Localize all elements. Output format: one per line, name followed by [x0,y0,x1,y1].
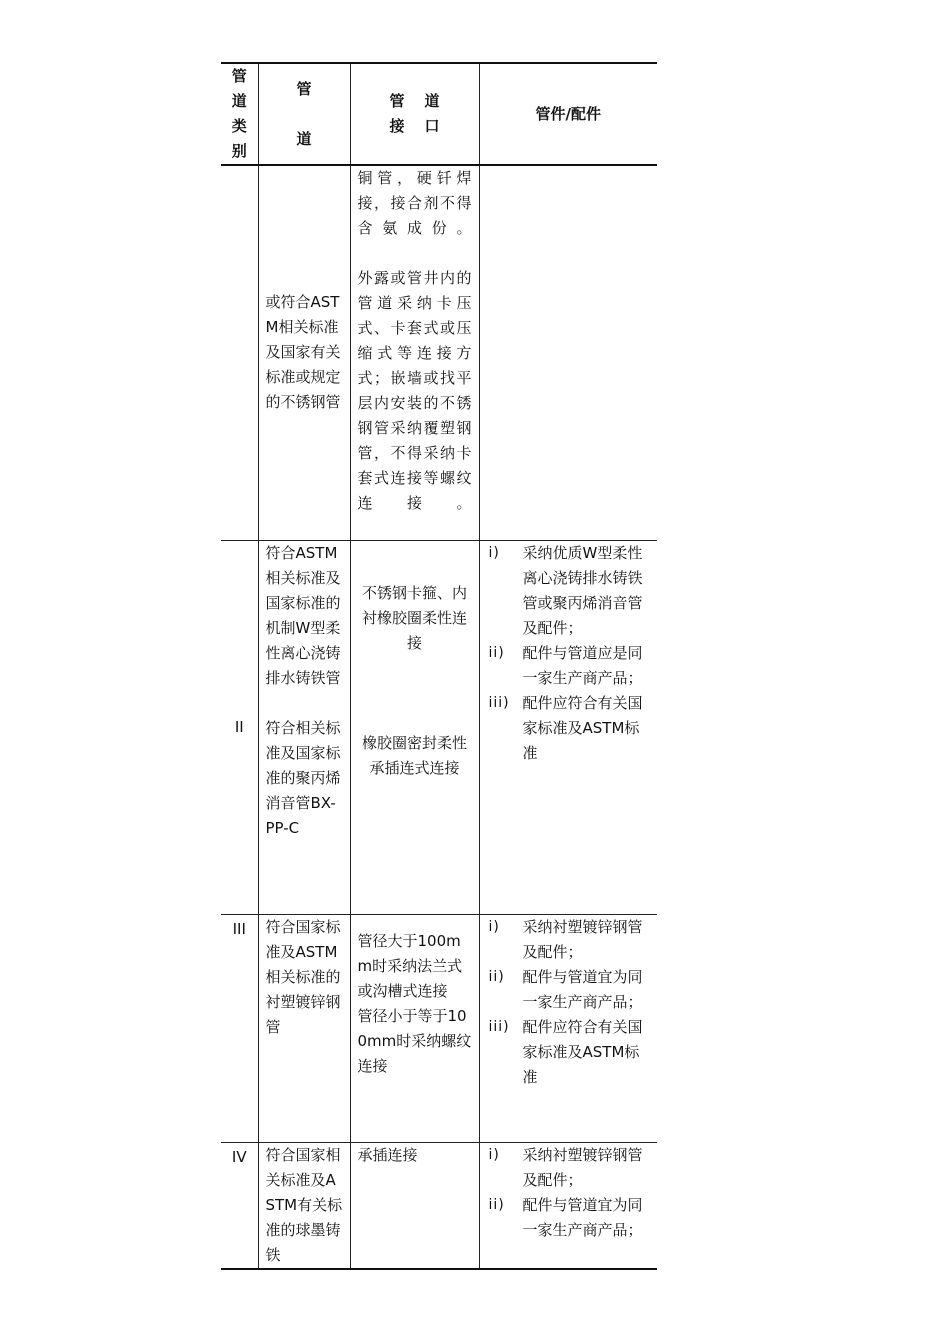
fittings-cell [479,540,657,914]
header-fittings: 管件/配件 [479,63,657,165]
joint-cell [350,540,479,914]
joint-cell [350,914,479,1142]
list-item [487,915,651,965]
joint-text: 橡胶圈密封柔性承插连式连接 [361,733,467,777]
pipe-text: 符合ASTM相关标准及国家标准的机制W型柔性离心浇铸排水铸铁管 [265,543,341,687]
pipe-cell [258,165,350,540]
header-pipe: 管 道 [258,63,350,165]
joint-text: 外露或管井内的管道采纳卡压式、卡套式或压缩式等连接方式；嵌墙或找平层内安装的不锈钢管采纳覆塑钢管，不得采纳卡套式连接等螺纹连接。 [357,269,472,512]
category-cell: II [221,540,258,914]
list-text: 配件与管道宜为同一家生产商产品； [522,967,643,1011]
table-header-row [221,63,657,165]
joint-text: 承插连接 [357,1145,418,1164]
fittings-list [487,915,651,1090]
list-text: 配件与管道宜为同一家生产商产品； [522,1195,643,1239]
list-item [487,1015,651,1090]
joint-cell [350,1142,479,1269]
pipe-cell [258,914,350,1142]
list-text: 配件与管道应是同一家生产商产品； [522,643,643,687]
category-cell: IV [221,1142,258,1269]
list-marker: ii) [488,968,505,985]
pipe-text: 符合相关标准及国家标准的聚丙烯消音管BX-PP-C [265,718,341,837]
list-text: 配件应符合有关国家标准及ASTM标准 [522,1017,643,1086]
pipe-cell [258,1142,350,1269]
category-cell: III [221,914,258,1142]
list-marker: i) [488,1146,500,1163]
pipe-cell [258,540,350,914]
fittings-cell [479,1142,657,1269]
list-marker: ii) [488,1196,505,1213]
fittings-list [487,541,651,766]
pipe-text: 或符合ASTM相关标准及国家有关标准或规定的不锈钢管 [265,293,341,412]
pipe-text: 符合国家相关标准及ASTM有关标准的球墨铸铁 [265,1145,343,1264]
list-text: 采纳优质W型柔性离心浇铸排水铸铁管或聚丙烯消音管及配件； [522,543,643,637]
list-marker: ii) [488,644,505,661]
list-marker: iii) [488,1018,510,1035]
joint-text: 管径小于等于100mm时采纳螺纹连接 [357,1006,472,1075]
pipe-text: 符合国家标准及ASTM相关标准的衬塑镀锌钢管 [265,917,341,1036]
table-row [221,1142,657,1269]
list-marker: i) [488,544,500,561]
list-item [487,1193,651,1243]
header-pipe-joint: 管道 接口 [350,63,479,165]
fittings-cell [479,914,657,1142]
joint-text: 管径大于100mm时采纳法兰式或沟槽式连接 [357,931,463,1000]
table-row [221,165,657,540]
header-pipe-category: 管 道 类 别 [221,63,258,165]
pipe-spec-table [221,62,657,1270]
joint-text: 铜管，硬钎焊接，接合剂不得含氨成份。 [357,169,472,237]
list-marker: i) [488,918,500,935]
list-item [487,1143,651,1193]
joint-cell [350,165,479,540]
list-item [487,691,651,766]
fittings-cell [479,165,657,540]
category-cell [221,165,258,540]
fittings-list [487,1143,651,1243]
list-item [487,641,651,691]
joint-text: 不锈钢卡箍、内衬橡胶圈柔性连接 [361,583,467,652]
list-marker: iii) [488,694,510,711]
list-text: 配件应符合有关国家标准及ASTM标准 [522,693,643,762]
list-item [487,965,651,1015]
table-row [221,540,657,914]
list-text: 采纳衬塑镀锌钢管及配件； [522,917,643,961]
table-row [221,914,657,1142]
list-item [487,541,651,641]
list-text: 采纳衬塑镀锌钢管及配件； [522,1145,643,1189]
